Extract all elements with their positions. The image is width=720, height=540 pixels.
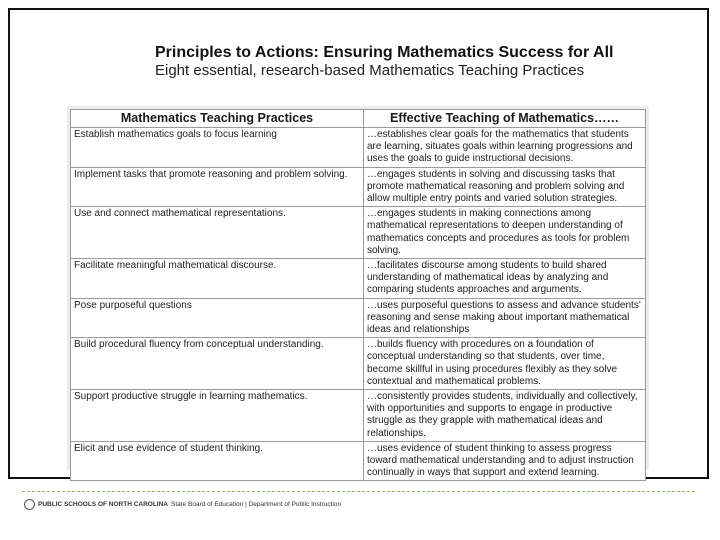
footer-org: PUBLIC SCHOOLS OF NORTH CAROLINA — [38, 501, 168, 508]
state-seal-icon — [24, 499, 35, 510]
table-row — [71, 298, 646, 338]
description-cell: …establishes clear goals for the mathematics that students are learning, situates goals within learning progressions and uses the goals to guide instructional decisions. — [364, 128, 646, 168]
footer-dept: State Board of Education | Department of Public Instruction — [171, 501, 342, 508]
practices-table-container — [67, 106, 649, 479]
column-header-effective-teaching: Effective Teaching of Mathematics…… — [364, 110, 646, 128]
practice-cell: Use and connect mathematical representations. — [71, 207, 364, 259]
practice-cell: Elicit and use evidence of student thinking. — [71, 441, 364, 481]
table-header-row — [71, 110, 646, 128]
practices-table — [70, 109, 646, 481]
column-header-practices: Mathematics Teaching Practices — [71, 110, 364, 128]
slide-title: Principles to Actions: Ensuring Mathematics Success for All — [155, 44, 614, 61]
table-row — [71, 128, 646, 168]
table-row — [71, 167, 646, 207]
practice-cell: Build procedural fluency from conceptual understanding. — [71, 338, 364, 390]
description-cell: …uses evidence of student thinking to assess progress toward mathematical understanding and to adjust instruction continually in ways that support and extend learning. — [364, 441, 646, 481]
description-cell: …builds fluency with procedures on a foundation of conceptual understanding so that students, over time, become skillful in using procedures flexibly as they solve contextual and mathematical problems. — [364, 338, 646, 390]
description-cell: …engages students in solving and discussing tasks that promote mathematical reasoning and problem solving and allow multiple entry points and varied solution strategies. — [364, 167, 646, 207]
practice-cell: Pose purposeful questions — [71, 298, 364, 338]
description-cell: …consistently provides students, individually and collectively, with opportunities and supports to engage in productive struggle as they grapple with mathematical ideas and relationships. — [364, 390, 646, 442]
slide-subtitle: Eight essential, research-based Mathematics Teaching Practices — [155, 62, 585, 79]
description-cell: …engages students in making connections among mathematical representations to deepen understanding of mathematics concepts and procedures as tools for problem solving. — [364, 207, 646, 259]
table-row — [71, 441, 646, 481]
table-row — [71, 338, 646, 390]
description-cell: …facilitates discourse among students to build shared understanding of mathematical ideas by analyzing and comparing students approaches and arguments. — [364, 259, 646, 299]
practice-cell: Facilitate meaningful mathematical discourse. — [71, 259, 364, 299]
practice-cell: Establish mathematics goals to focus learning — [71, 128, 364, 168]
practice-cell: Implement tasks that promote reasoning and problem solving. — [71, 167, 364, 207]
table-row — [71, 390, 646, 442]
table-row — [71, 207, 646, 259]
description-cell: …uses purposeful questions to assess and advance students' reasoning and sense making about important mathematical ideas and relationships — [364, 298, 646, 338]
footer-divider — [22, 491, 695, 492]
footer — [24, 499, 341, 510]
table-row — [71, 259, 646, 299]
practice-cell: Support productive struggle in learning mathematics. — [71, 390, 364, 442]
